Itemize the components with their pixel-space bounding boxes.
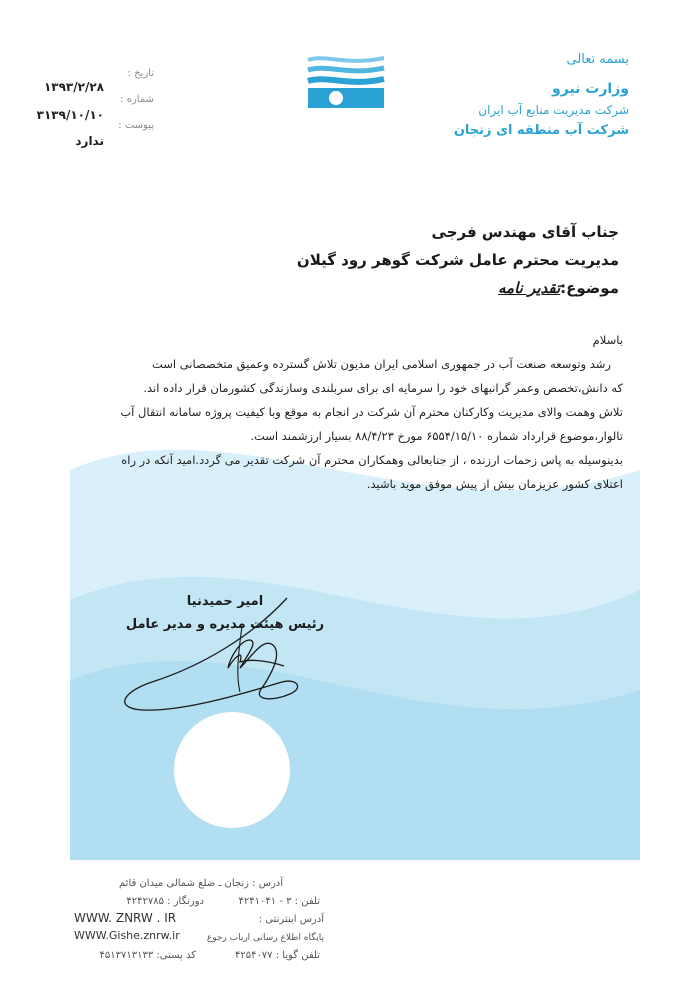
greeting: باسلام xyxy=(592,333,623,347)
date-label: تاریخ : xyxy=(127,68,154,79)
addressee-block xyxy=(149,218,619,302)
footer-phone: تلفن : ۳ - ۴۲۴۱۰۴۱ xyxy=(238,896,320,907)
body-line: تالوار،موضوع قرارداد شماره ۶۵۵۴/۱۵/۱۰ مورخ ۸۸/۴/۲۳ بسیار ارزشمند است. xyxy=(250,429,623,443)
body-line: بدینوسیله به پاس زحمات ارزنده ، از جنابعالی وهمکاران محترم آن شرکت تقدیر می گردد.امید آنکه در راه xyxy=(121,453,623,467)
company-main-name: شرکت مدیریت منابع آب ایران xyxy=(478,103,629,117)
addressee-position: مدیریت محترم عامل شرکت گوهر رود گیلان xyxy=(296,251,619,269)
company-regional-name: شرکت آب منطقه ای زنجان xyxy=(453,123,629,138)
attachment-label: پیوست : xyxy=(118,120,154,131)
footer-postal-code: کد پستی: ۴۵۱۳۷۱۳۱۳۳ xyxy=(99,950,196,961)
logo-icon xyxy=(306,52,386,110)
body-line: که دانش،تخصص وعمر گرانبهای خود را سرمایه ای برای سربلندی وسازندگی کشورمان قرار داده اند. xyxy=(143,381,623,395)
letterhead xyxy=(419,52,629,138)
footer-portal-value[interactable]: WWW.Gishe.znrw.ir xyxy=(74,929,180,942)
body-line: تلاش وهمت والای مدیریت وکارکنان محترم آن شرکت در انجام به موقع وبا کیفیت پروژه سامانه انتقال آب xyxy=(120,405,623,419)
ministry-name: وزارت نیرو xyxy=(552,81,629,97)
subject-label: موضوع: xyxy=(560,279,619,297)
signer-title: رئیس هیئت مدیره و مدیر عامل xyxy=(125,617,325,632)
letter-body xyxy=(93,328,623,496)
footer-voice-phone: تلفن گویا : ۴۲۵۴۰۷۷ xyxy=(234,950,320,961)
date-value: ۱۳۹۳/۲/۲۸ xyxy=(43,80,104,94)
signer-name: امیر حمیدنیا xyxy=(186,594,264,609)
footer-web-label: آدرس اینترنتی : xyxy=(258,914,324,925)
footer-fax: دورنگار : ۴۲۴۲۷۸۵ xyxy=(126,896,204,907)
footer-portal-label: پایگاه اطلاع رسانی ارباب رجوع xyxy=(206,933,324,943)
number-value: ۳۱۳۹/۱۰/۱۰ xyxy=(36,108,104,122)
subject-line xyxy=(149,274,619,302)
subject-value: تقدیر نامه xyxy=(498,279,561,297)
number-label: شماره : xyxy=(120,94,154,105)
body-line: رشد وتوسعه صنعت آب در جمهوری اسلامی ایران مدیون تلاش گسترده وعمیق متخصصانی است xyxy=(151,357,611,371)
body-line: اعتلای کشور عزیزمان بیش از پیش موفق موید باشید. xyxy=(366,477,623,491)
attachment-value: ندارد xyxy=(75,134,104,148)
footer xyxy=(43,875,283,893)
sun-circle xyxy=(174,712,290,828)
bismillah: بسمه تعالی xyxy=(566,52,629,67)
footer-web-value[interactable]: WWW. ZNRW . IR xyxy=(74,911,177,925)
addressee-name: جناب آقای مهندس فرجی xyxy=(431,223,619,241)
handwritten-signature xyxy=(112,596,322,716)
footer-address: آدرس : زنجان ـ ضلع شمالی میدان قائم xyxy=(119,878,283,889)
